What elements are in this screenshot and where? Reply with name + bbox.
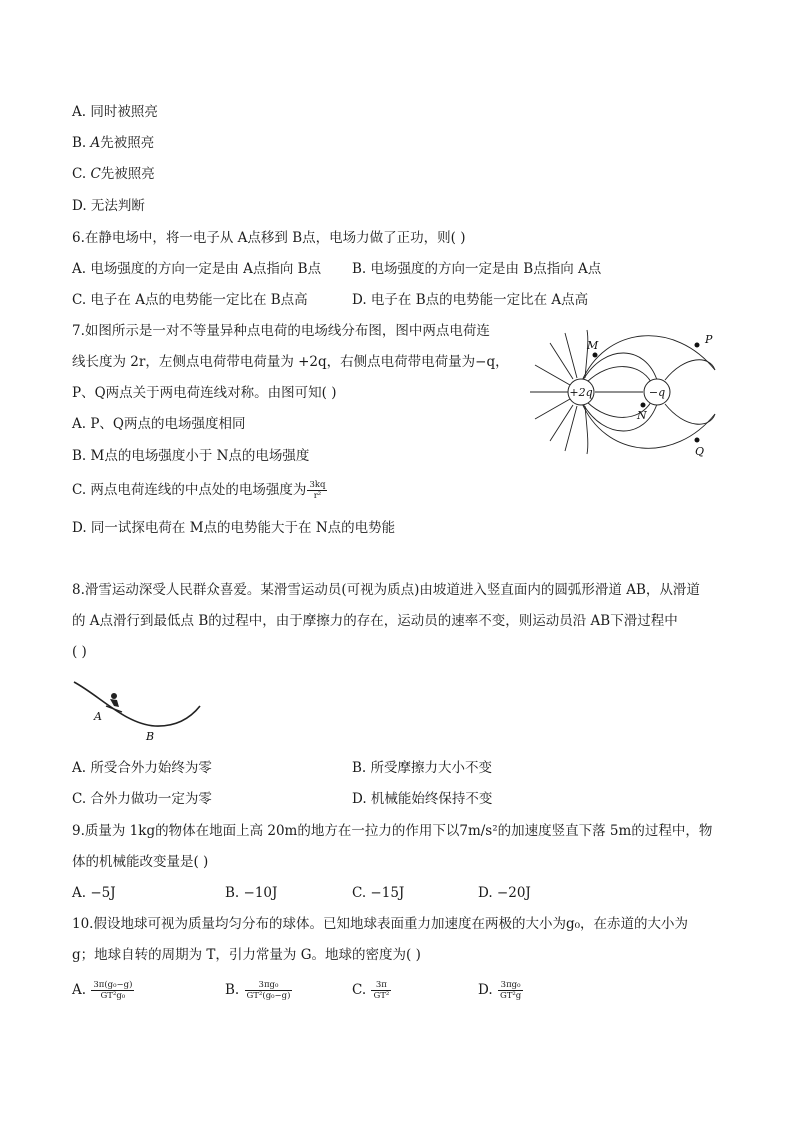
q9-stem-line1: 9.质量为 1kg的物体在地面上高 20m的地方在一拉力的作用下以7m/s²的加速度竖直下落 5m的过程中，物 xyxy=(72,823,713,839)
q8-slope-figure xyxy=(70,676,210,746)
right-charge-label: −q xyxy=(648,386,666,399)
point-q-label: Q xyxy=(695,445,705,458)
q6-option-c: C. 电子在 A点的电势能一定比在 B点高 xyxy=(72,292,308,308)
q10-c-fraction: $\frac{3\pi}{\text{GT²}}$ xyxy=(373,980,390,1001)
q7-stem-line3: P、Q两点关于两电荷连线对称。由图可知( ) xyxy=(72,385,337,401)
slope-label-a: A xyxy=(94,710,102,723)
q5-option-b: B. A先被照亮 xyxy=(72,135,155,151)
q9-option-c: C. −15J xyxy=(352,885,405,901)
q10-option-d: D. $\frac{\text{3πg₀}}{\text{GT²g}}$ xyxy=(478,980,522,1001)
q5-option-a: A. 同时被照亮 xyxy=(72,104,158,120)
q6-stem: 6.在静电场中，将一电子从 A点移到 B点，电场力做了正功，则( ) xyxy=(72,230,466,246)
q6-option-b: B. 电场强度的方向一定是由 B点指向 A点 xyxy=(352,261,602,277)
q6-option-d: D. 电子在 B点的电势能一定比在 A点高 xyxy=(352,292,589,308)
point-m-label: M xyxy=(587,339,599,352)
point-q-dot xyxy=(695,438,700,443)
q7-option-b: B. M点的电场强度小于 N点的电场强度 xyxy=(72,448,310,464)
q10-d-fraction: $\frac{\text{3πg₀}}{\text{GT²g}}$ xyxy=(499,980,522,1001)
q10-option-c: C. $\frac{3\pi}{\text{GT²}}$ xyxy=(352,980,390,1001)
q10-a-fraction: $\frac{\text{3π(g₀−g)}}{\text{GT²g₀}}$ xyxy=(93,980,133,1001)
q8-stem-line3: ( ) xyxy=(72,644,87,660)
q7-stem-line1: 7.如图所示是一对不等量异种点电荷的电场线分布图，图中两点电荷连 xyxy=(72,323,490,339)
q8-stem-line2: 的 A点滑行到最低点 B的过程中，由于摩擦力的存在，运动员的速率不变，则运动员沿 AB下滑过程中 xyxy=(72,613,678,629)
q10-option-b: B. $\frac{\text{3πg₀}}{\text{GT²(g₀−g)}}$ xyxy=(225,980,291,1001)
point-n-label: N xyxy=(637,409,647,422)
point-m-dot xyxy=(593,353,598,358)
q8-option-a: A. 所受合外力始终为零 xyxy=(72,760,212,776)
q10-stem-line1: 10.假设地球可视为质量均匀分布的球体。已知地球表面重力加速度在两极的大小为g₀，在赤道的大小为 xyxy=(72,916,689,932)
q10-option-a: A. $\frac{\text{3π(g₀−g)}}{\text{GT²g₀}}$ xyxy=(72,980,133,1001)
q7-c-fraction: $\frac{3kq}{\text{r²}}$ xyxy=(309,480,326,501)
q5-option-c: C. C先被照亮 xyxy=(72,166,155,182)
q7-option-d: D. 同一试探电荷在 M点的电势能大于在 N点的电势能 xyxy=(72,520,396,536)
point-p-label: P xyxy=(705,333,713,346)
q9-stem-line2: 体的机械能改变量是( ) xyxy=(72,854,209,870)
q8-option-c: C. 合外力做功一定为零 xyxy=(72,791,212,807)
q8-option-b: B. 所受摩擦力大小不变 xyxy=(352,760,493,776)
point-n-dot xyxy=(641,403,646,408)
q8-option-d: D. 机械能始终保持不变 xyxy=(352,791,493,807)
q7-stem-line2: 线长度为 2r，左侧点电荷带电荷量为 +2q，右侧点电荷带电荷量为−q， xyxy=(72,354,509,370)
q10-b-fraction: $\frac{\text{3πg₀}}{\text{GT²(g₀−g)}}$ xyxy=(246,980,291,1001)
q5-option-d: D. 无法判断 xyxy=(72,198,145,214)
q7-option-c: C. 两点电荷连线的中点处的电场强度为 $\frac{3kq}{\text{r²}}$ xyxy=(72,480,326,501)
slope-label-b: B xyxy=(146,730,155,743)
q7-option-a: A. P、Q两点的电场强度相同 xyxy=(72,416,246,432)
point-p-dot xyxy=(695,343,700,348)
q6-option-a: A. 电场强度的方向一定是由 A点指向 B点 xyxy=(72,261,322,277)
q10-stem-line2: g；地球自转的周期为 T，引力常量为 G。地球的密度为( ) xyxy=(72,947,421,963)
q9-option-b: B. −10J xyxy=(225,885,278,901)
q9-option-a: A. −5J xyxy=(72,885,116,901)
q7-field-figure xyxy=(525,325,725,460)
left-charge-label: +2q xyxy=(569,386,593,399)
q8-stem-line1: 8.滑雪运动深受人民群众喜爱。某滑雪运动员(可视为质点)由坡道进入竖直面内的圆弧形滑道 AB，从滑道 xyxy=(72,582,700,598)
q9-option-d: D. −20J xyxy=(478,885,531,901)
skier-icon xyxy=(106,693,122,712)
